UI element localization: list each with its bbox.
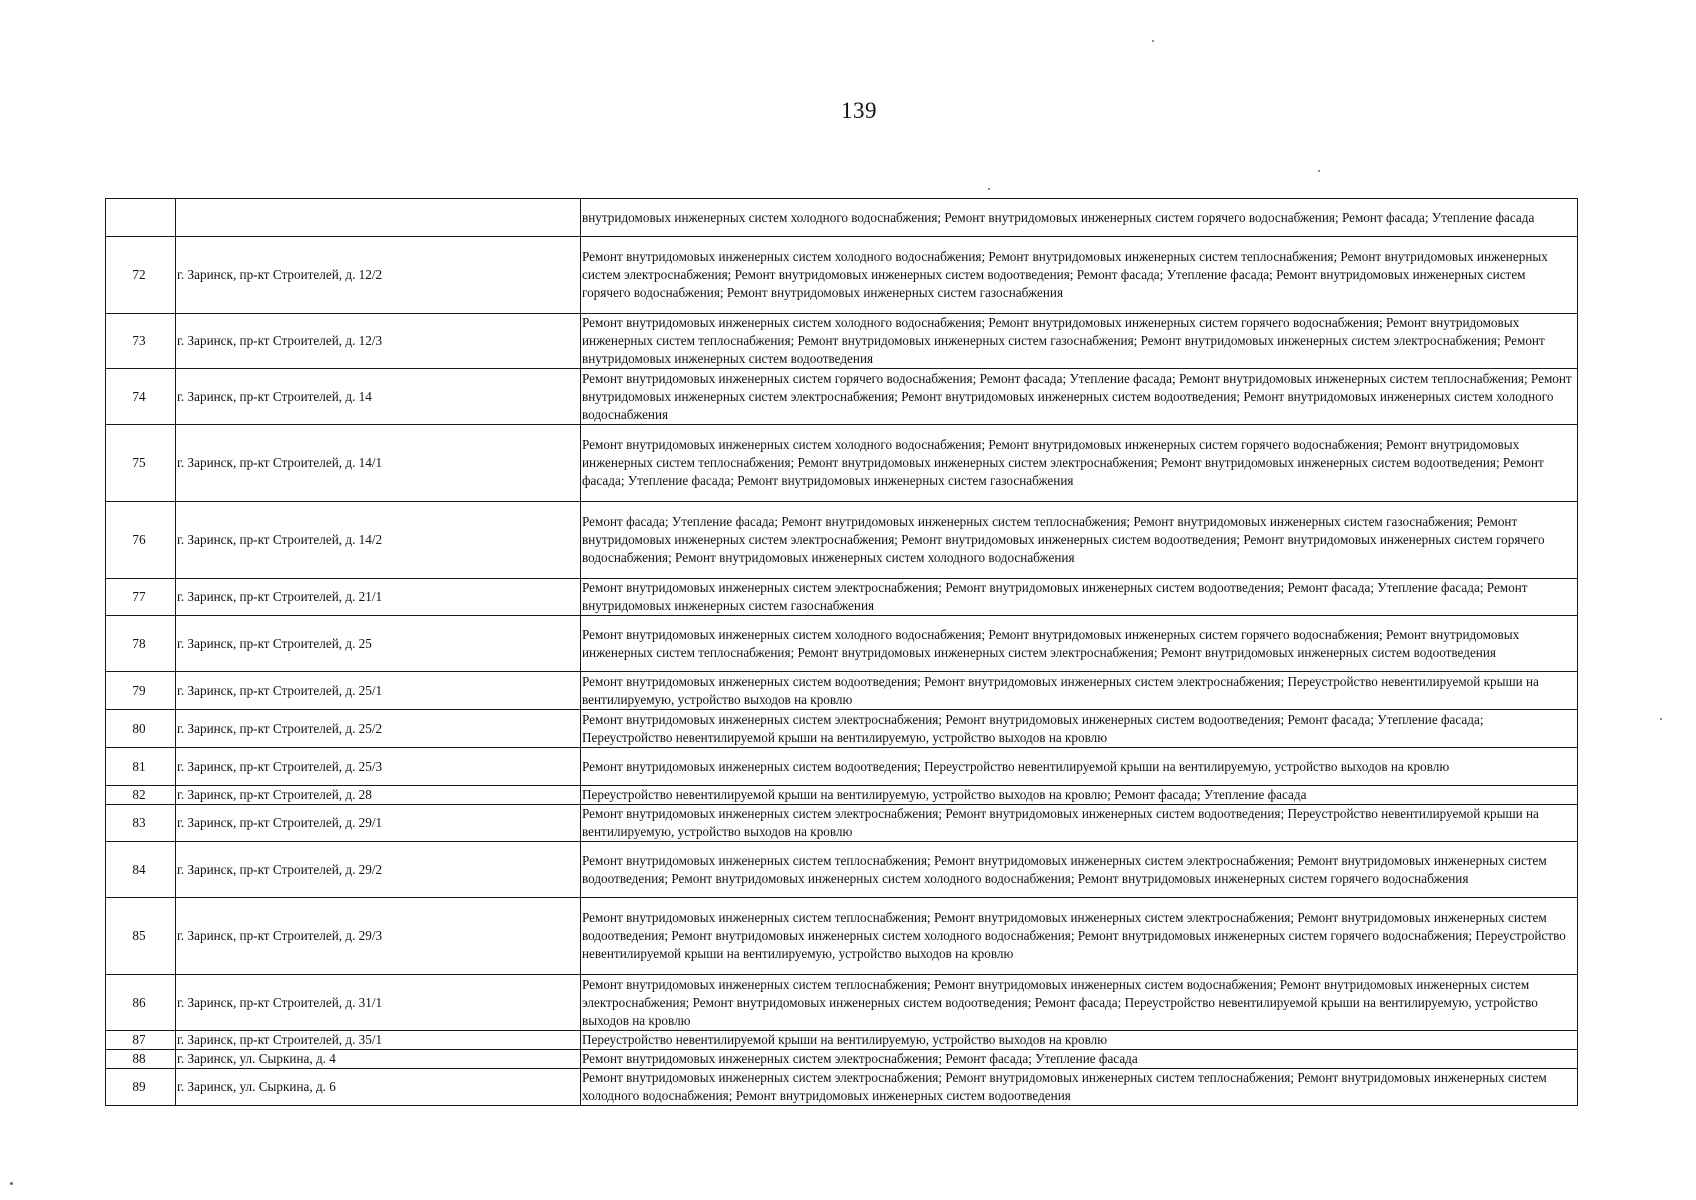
building-address: г. Заринск, пр-кт Строителей, д. 21/1 (176, 579, 581, 616)
repair-works-list: Ремонт внутридомовых инженерных систем холодного водоснабжения; Ремонт внутридомовых инженерных систем теплоснабжения; Ремонт внутридомовых инженерных систем электроснабжения; Ремонт внутридомовых инженерных систем водоотведения; Ремонт фасада; Утепление фасада; Ремонт внутридомовых инженерных систем горячего водоснабжения; Ремонт внутридомовых инженерных систем газоснабжения (581, 237, 1578, 314)
table-row (106, 710, 1578, 748)
row-number: 85 (106, 898, 176, 975)
table-row (106, 672, 1578, 710)
building-address: г. Заринск, пр-кт Строителей, д. 29/1 (176, 805, 581, 842)
repair-works-table (105, 198, 1578, 1106)
building-address (176, 199, 581, 237)
building-address: г. Заринск, пр-кт Строителей, д. 14/2 (176, 502, 581, 579)
row-number: 76 (106, 502, 176, 579)
repair-works-list: Ремонт внутридомовых инженерных систем холодного водоснабжения; Ремонт внутридомовых инженерных систем горячего водоснабжения; Ремонт внутридомовых инженерных систем теплоснабжения; Ремонт внутридомовых инженерных систем электроснабжения; Ремонт внутридомовых инженерных систем водоотведения (581, 616, 1578, 672)
scan-speck (1152, 40, 1154, 42)
repair-works-list: внутридомовых инженерных систем холодного водоснабжения; Ремонт внутридомовых инженерных систем горячего водоснабжения; Ремонт фасада; Утепление фасада (581, 199, 1578, 237)
building-address: г. Заринск, пр-кт Строителей, д. 14 (176, 369, 581, 425)
scan-speck (10, 1182, 13, 1185)
table-row (106, 842, 1578, 898)
repair-works-list: Ремонт внутридомовых инженерных систем электроснабжения; Ремонт фасада; Утепление фасада (581, 1050, 1578, 1069)
row-number: 81 (106, 748, 176, 786)
building-address: г. Заринск, пр-кт Строителей, д. 25 (176, 616, 581, 672)
row-number: 89 (106, 1069, 176, 1106)
table-row (106, 1069, 1578, 1106)
building-address: г. Заринск, пр-кт Строителей, д. 14/1 (176, 425, 581, 502)
row-number: 84 (106, 842, 176, 898)
table-body (106, 199, 1578, 1106)
page-number: 139 (841, 98, 877, 123)
scan-speck (988, 188, 990, 190)
table-row (106, 369, 1578, 425)
building-address: г. Заринск, пр-кт Строителей, д. 31/1 (176, 975, 581, 1031)
row-number: 79 (106, 672, 176, 710)
row-number: 73 (106, 314, 176, 369)
building-address: г. Заринск, пр-кт Строителей, д. 12/2 (176, 237, 581, 314)
table-row (106, 579, 1578, 616)
repair-works-list: Ремонт внутридомовых инженерных систем водоотведения; Переустройство невентилируемой крыши на вентилируемую, устройство выходов на кровлю (581, 748, 1578, 786)
repair-works-list: Ремонт внутридомовых инженерных систем электроснабжения; Ремонт внутридомовых инженерных систем водоотведения; Ремонт фасада; Утепление фасада; Ремонт внутридомовых инженерных систем газоснабжения (581, 579, 1578, 616)
building-address: г. Заринск, пр-кт Строителей, д. 25/1 (176, 672, 581, 710)
building-address: г. Заринск, пр-кт Строителей, д. 29/2 (176, 842, 581, 898)
repair-works-list: Ремонт фасада; Утепление фасада; Ремонт внутридомовых инженерных систем теплоснабжения; Ремонт внутридомовых инженерных систем газоснабжения; Ремонт внутридомовых инженерных систем электроснабжения; Ремонт внутридомовых инженерных систем водоотведения; Ремонт внутридомовых инженерных систем горячего водоснабжения; Ремонт внутридомовых инженерных систем холодного водоснабжения (581, 502, 1578, 579)
building-address: г. Заринск, ул. Сыркина, д. 4 (176, 1050, 581, 1069)
repair-works-list: Ремонт внутридомовых инженерных систем электроснабжения; Ремонт внутридомовых инженерных систем водоотведения; Переустройство невентилируемой крыши на вентилируемую, устройство выходов на кровлю (581, 805, 1578, 842)
repair-works-list: Переустройство невентилируемой крыши на вентилируемую, устройство выходов на кровлю (581, 1031, 1578, 1050)
row-number: 72 (106, 237, 176, 314)
row-number: 87 (106, 1031, 176, 1050)
repair-works-list: Переустройство невентилируемой крыши на вентилируемую, устройство выходов на кровлю; Ремонт фасада; Утепление фасада (581, 786, 1578, 805)
building-address: г. Заринск, ул. Сыркина, д. 6 (176, 1069, 581, 1106)
table-row (106, 786, 1578, 805)
building-address: г. Заринск, пр-кт Строителей, д. 12/3 (176, 314, 581, 369)
table-row (106, 975, 1578, 1031)
row-number: 83 (106, 805, 176, 842)
row-number (106, 199, 176, 237)
table-row (106, 805, 1578, 842)
row-number: 86 (106, 975, 176, 1031)
table-row (106, 748, 1578, 786)
table-row (106, 502, 1578, 579)
row-number: 88 (106, 1050, 176, 1069)
building-address: г. Заринск, пр-кт Строителей, д. 29/3 (176, 898, 581, 975)
row-number: 77 (106, 579, 176, 616)
scan-speck (1318, 170, 1320, 172)
repair-works-list: Ремонт внутридомовых инженерных систем теплоснабжения; Ремонт внутридомовых инженерных систем электроснабжения; Ремонт внутридомовых инженерных систем водоотведения; Ремонт внутридомовых инженерных систем холодного водоснабжения; Ремонт внутридомовых инженерных систем горячего водоснабжения; Переустройство невентилируемой крыши на вентилируемую, устройство выходов на кровлю (581, 898, 1578, 975)
building-address: г. Заринск, пр-кт Строителей, д. 35/1 (176, 1031, 581, 1050)
repair-works-list: Ремонт внутридомовых инженерных систем электроснабжения; Ремонт внутридомовых инженерных систем водоотведения; Ремонт фасада; Утепление фасада; Переустройство невентилируемой крыши на вентилируемую, устройство выходов на кровлю (581, 710, 1578, 748)
scan-speck (1660, 718, 1662, 720)
table-row (106, 237, 1578, 314)
table-row (106, 1050, 1578, 1069)
repair-works-list: Ремонт внутридомовых инженерных систем теплоснабжения; Ремонт внутридомовых инженерных систем водоснабжения; Ремонт внутридомовых инженерных систем электроснабжения; Ремонт внутридомовых инженерных систем водоотведения; Ремонт фасада; Переустройство невентилируемой крыши на вентилируемую, устройство выходов на кровлю (581, 975, 1578, 1031)
repair-works-list: Ремонт внутридомовых инженерных систем теплоснабжения; Ремонт внутридомовых инженерных систем электроснабжения; Ремонт внутридомовых инженерных систем водоотведения; Ремонт внутридомовых инженерных систем холодного водоснабжения; Ремонт внутридомовых инженерных систем горячего водоснабжения (581, 842, 1578, 898)
row-number: 75 (106, 425, 176, 502)
table-row (106, 199, 1578, 237)
table-row (106, 616, 1578, 672)
repair-works-list: Ремонт внутридомовых инженерных систем холодного водоснабжения; Ремонт внутридомовых инженерных систем горячего водоснабжения; Ремонт внутридомовых инженерных систем теплоснабжения; Ремонт внутридомовых инженерных систем газоснабжения; Ремонт внутридомовых инженерных систем электроснабжения; Ремонт внутридомовых инженерных систем водоотведения (581, 314, 1578, 369)
repair-works-list: Ремонт внутридомовых инженерных систем электроснабжения; Ремонт внутридомовых инженерных систем теплоснабжения; Ремонт внутридомовых инженерных систем холодного водоснабжения; Ремонт внутридомовых инженерных систем водоотведения (581, 1069, 1578, 1106)
row-number: 78 (106, 616, 176, 672)
repair-works-list: Ремонт внутридомовых инженерных систем водоотведения; Ремонт внутридомовых инженерных систем электроснабжения; Переустройство невентилируемой крыши на вентилируемую, устройство выходов на кровлю (581, 672, 1578, 710)
building-address: г. Заринск, пр-кт Строителей, д. 28 (176, 786, 581, 805)
table-row (106, 898, 1578, 975)
row-number: 80 (106, 710, 176, 748)
repair-works-list: Ремонт внутридомовых инженерных систем холодного водоснабжения; Ремонт внутридомовых инженерных систем горячего водоснабжения; Ремонт внутридомовых инженерных систем теплоснабжения; Ремонт внутридомовых инженерных систем электроснабжения; Ремонт внутридомовых инженерных систем водоотведения; Ремонт фасада; Утепление фасада; Ремонт внутридомовых инженерных систем газоснабжения (581, 425, 1578, 502)
table-row (106, 314, 1578, 369)
table-row (106, 1031, 1578, 1050)
row-number: 82 (106, 786, 176, 805)
repair-works-list: Ремонт внутридомовых инженерных систем горячего водоснабжения; Ремонт фасада; Утепление фасада; Ремонт внутридомовых инженерных систем теплоснабжения; Ремонт внутридомовых инженерных систем электроснабжения; Ремонт внутридомовых инженерных систем водоотведения; Ремонт внутридомовых инженерных систем холодного водоснабжения (581, 369, 1578, 425)
building-address: г. Заринск, пр-кт Строителей, д. 25/3 (176, 748, 581, 786)
table-row (106, 425, 1578, 502)
row-number: 74 (106, 369, 176, 425)
building-address: г. Заринск, пр-кт Строителей, д. 25/2 (176, 710, 581, 748)
